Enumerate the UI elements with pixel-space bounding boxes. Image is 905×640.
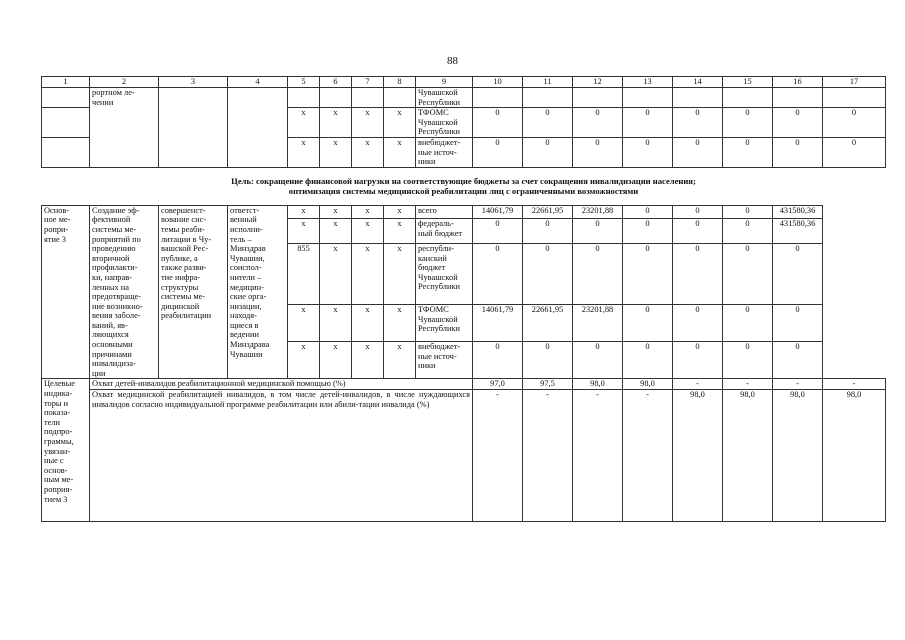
code-cell: x bbox=[384, 137, 416, 167]
table-row bbox=[42, 205, 886, 218]
code-cell: x bbox=[320, 205, 352, 218]
value-cell: 0 bbox=[623, 108, 673, 138]
code-cell: x bbox=[288, 108, 320, 138]
indicator-row bbox=[42, 379, 886, 390]
value-cell: 0 bbox=[673, 305, 723, 342]
code-cell: x bbox=[384, 305, 416, 342]
code-cell: x bbox=[352, 244, 384, 305]
value-cell: - bbox=[573, 390, 623, 522]
value-cell: 0 bbox=[673, 137, 723, 167]
funding-source: внебюджет- ные источ- ники bbox=[416, 137, 473, 167]
indicator-text: Охват медицинской реабилитацией инвалидов, в том числе детей-инвалидов, в числе нуждающихся инвалидов согласно индивидуальной программе реабилитации или абили-тации инвалида (%) bbox=[90, 390, 473, 522]
value-cell: 0 bbox=[623, 137, 673, 167]
value-cell: 98,0 bbox=[673, 390, 723, 522]
code-cell: x bbox=[384, 205, 416, 218]
value-cell: 22661,95 bbox=[523, 305, 573, 342]
code-cell: x bbox=[384, 244, 416, 305]
value-cell: 0 bbox=[673, 108, 723, 138]
value-cell: 431580,36 bbox=[773, 205, 823, 218]
value-cell: - bbox=[723, 379, 773, 390]
code-cell: 855 bbox=[288, 244, 320, 305]
value-cell: 0 bbox=[473, 218, 523, 243]
value-cell: 23201,88 bbox=[573, 205, 623, 218]
funding-source: федераль- ный бюджет bbox=[416, 218, 473, 243]
code-cell: x bbox=[352, 218, 384, 243]
funding-source: всего bbox=[416, 205, 473, 218]
funding-source: ТФОМС Чувашской Республики bbox=[416, 108, 473, 138]
value-cell: 0 bbox=[723, 108, 773, 138]
code-cell: x bbox=[288, 342, 320, 379]
value-cell: 14061,79 bbox=[473, 205, 523, 218]
main-activity-label: Основ- ное ме- ропри- ятие 3 bbox=[42, 205, 90, 379]
column-number: 9 bbox=[416, 77, 473, 88]
code-cell: x bbox=[352, 205, 384, 218]
code-cell: x bbox=[384, 218, 416, 243]
value-cell: 0 bbox=[673, 342, 723, 379]
value-cell: 0 bbox=[473, 342, 523, 379]
program-table bbox=[41, 76, 886, 522]
goal-text: Цель: сокращение финансовой нагрузки на соответствующие бюджеты за счет сокращения инвалидизации населения; оптимизация системы медицинской реабилитации лиц с ограниченными возможностями bbox=[231, 175, 696, 196]
column-number: 3 bbox=[159, 77, 228, 88]
value-cell: 98,0 bbox=[823, 390, 886, 522]
value-cell: 0 bbox=[723, 244, 773, 305]
value-cell: 0 bbox=[823, 108, 886, 138]
indicator-row bbox=[42, 390, 886, 522]
column-number: 8 bbox=[384, 77, 416, 88]
value-cell: 0 bbox=[773, 137, 823, 167]
value-cell: 0 bbox=[723, 137, 773, 167]
activity-continuation: рортном ле- чении bbox=[90, 88, 159, 168]
value-cell: - bbox=[823, 379, 886, 390]
activity-task: совершенст- вование сис- темы реаби- литации в Чу- вашской Рес- публике, а также разви- тие инфра- структуры системы ме- дицинской реабилитации bbox=[159, 205, 228, 379]
code-cell: x bbox=[352, 137, 384, 167]
value-cell: 431580,36 bbox=[773, 218, 823, 243]
code-cell: x bbox=[320, 244, 352, 305]
column-number: 15 bbox=[723, 77, 773, 88]
value-cell: 0 bbox=[773, 244, 823, 305]
value-cell: - bbox=[523, 390, 573, 522]
value-cell: 98,0 bbox=[773, 390, 823, 522]
column-number: 14 bbox=[673, 77, 723, 88]
code-cell: x bbox=[352, 342, 384, 379]
value-cell: 0 bbox=[723, 218, 773, 243]
value-cell: 0 bbox=[573, 218, 623, 243]
value-cell: 0 bbox=[473, 108, 523, 138]
column-number: 2 bbox=[90, 77, 159, 88]
value-cell: 23201,88 bbox=[573, 305, 623, 342]
value-cell: 0 bbox=[623, 218, 673, 243]
code-cell: x bbox=[320, 218, 352, 243]
activity-name: Создание эф- фективной системы ме- роприятий по проведению вторичной профилакти- ки, направ- ленных на предотвраще- ние возникно- вения заболе- ваний, яв- ляющихся основными причинами инвалидиза- ции bbox=[90, 205, 159, 379]
value-cell: 0 bbox=[573, 108, 623, 138]
funding-source: внебюджет- ные источ- ники bbox=[416, 342, 473, 379]
value-cell: 0 bbox=[723, 205, 773, 218]
code-cell: x bbox=[288, 205, 320, 218]
code-cell: x bbox=[320, 342, 352, 379]
value-cell: - bbox=[773, 379, 823, 390]
value-cell: 0 bbox=[723, 305, 773, 342]
code-cell: x bbox=[288, 218, 320, 243]
code-cell: x bbox=[288, 305, 320, 342]
funding-source: республи- канский бюджет Чувашской Республики bbox=[416, 244, 473, 305]
value-cell: 97,5 bbox=[523, 379, 573, 390]
code-cell: x bbox=[288, 137, 320, 167]
code-cell: x bbox=[384, 108, 416, 138]
page-number: 88 bbox=[447, 55, 458, 67]
value-cell: 0 bbox=[523, 244, 573, 305]
value-cell: 0 bbox=[623, 305, 673, 342]
value-cell: 0 bbox=[823, 137, 886, 167]
value-cell: - bbox=[473, 390, 523, 522]
value-cell: 0 bbox=[673, 244, 723, 305]
value-cell: - bbox=[623, 390, 673, 522]
value-cell: 0 bbox=[773, 342, 823, 379]
value-cell: 0 bbox=[623, 205, 673, 218]
value-cell: 22661,95 bbox=[523, 205, 573, 218]
value-cell: 0 bbox=[773, 108, 823, 138]
code-cell: x bbox=[352, 305, 384, 342]
value-cell: 0 bbox=[523, 108, 573, 138]
column-number: 1 bbox=[42, 77, 90, 88]
value-cell: 0 bbox=[473, 137, 523, 167]
value-cell: 0 bbox=[623, 244, 673, 305]
column-number: 17 bbox=[823, 77, 886, 88]
column-number: 13 bbox=[623, 77, 673, 88]
column-number: 16 bbox=[773, 77, 823, 88]
column-number: 10 bbox=[473, 77, 523, 88]
code-cell: x bbox=[384, 342, 416, 379]
column-number: 6 bbox=[320, 77, 352, 88]
value-cell: 14061,79 bbox=[473, 305, 523, 342]
value-cell: 0 bbox=[523, 137, 573, 167]
value-cell: 0 bbox=[673, 205, 723, 218]
indicators-label: Целевые индика- торы и показа- тели подпро- граммы, увязан- ные с основ- ным ме- роприя- тием 3 bbox=[42, 379, 90, 522]
value-cell: 98,0 bbox=[723, 390, 773, 522]
code-cell: x bbox=[352, 108, 384, 138]
value-cell: 0 bbox=[773, 305, 823, 342]
value-cell: 0 bbox=[723, 342, 773, 379]
funding-source: Чувашской Республики bbox=[416, 88, 473, 108]
indicator-text: Охват детей-инвалидов реабилитационной медицинской помощью (%) bbox=[90, 379, 473, 390]
value-cell: 0 bbox=[523, 218, 573, 243]
column-number-row bbox=[42, 77, 886, 88]
funding-source: ТФОМС Чувашской Республики bbox=[416, 305, 473, 342]
code-cell: x bbox=[320, 137, 352, 167]
value-cell: 0 bbox=[573, 342, 623, 379]
column-number: 11 bbox=[523, 77, 573, 88]
code-cell: x bbox=[320, 305, 352, 342]
value-cell: 0 bbox=[573, 137, 623, 167]
value-cell: 0 bbox=[673, 218, 723, 243]
goal-row bbox=[42, 167, 886, 205]
activity-executor: ответст- венный исполни- тель – Минздрав Чувашии, соиспол- нители – медицин- ские орга- низации, находя- щиеся в ведении Минздрава Чувашии bbox=[228, 205, 288, 379]
value-cell: 0 bbox=[623, 342, 673, 379]
value-cell: 98,0 bbox=[623, 379, 673, 390]
column-number: 5 bbox=[288, 77, 320, 88]
value-cell: 0 bbox=[473, 244, 523, 305]
table-row bbox=[42, 88, 886, 108]
column-number: 7 bbox=[352, 77, 384, 88]
value-cell: 97,0 bbox=[473, 379, 523, 390]
column-number: 12 bbox=[573, 77, 623, 88]
value-cell: 98,0 bbox=[573, 379, 623, 390]
value-cell: - bbox=[673, 379, 723, 390]
code-cell: x bbox=[320, 108, 352, 138]
column-number: 4 bbox=[228, 77, 288, 88]
value-cell: 0 bbox=[523, 342, 573, 379]
value-cell: 0 bbox=[573, 244, 623, 305]
